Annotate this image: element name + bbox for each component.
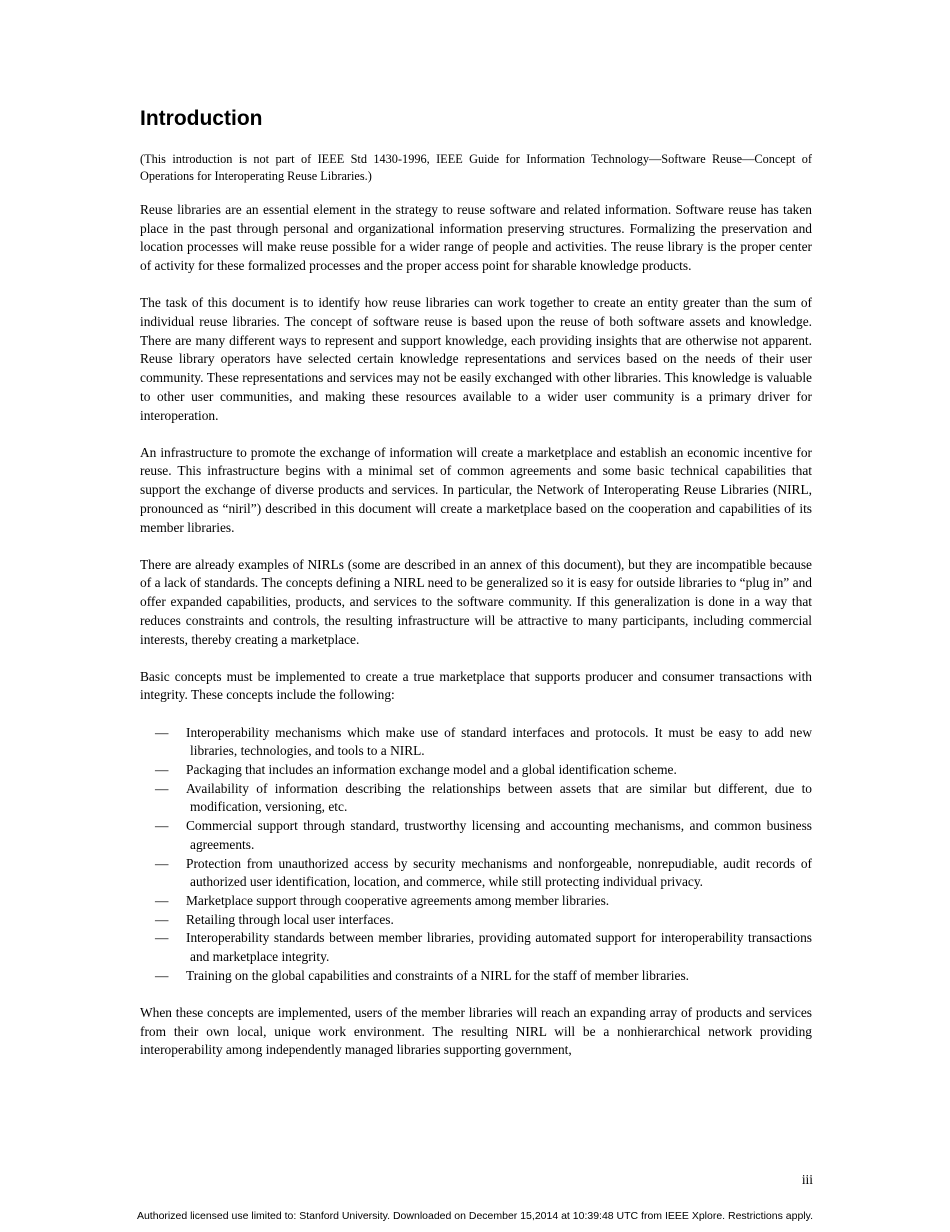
list-item [140,724,812,761]
document-page [140,104,812,1079]
list-item-text: Interoperability mechanisms which make use of standard interfaces and protocols. It must be easy to add new libraries, technologies, and tools to a NIRL. [186,724,812,759]
dash-marker: — [155,724,169,740]
dash-marker: — [155,930,169,946]
list-item-text: Availability of information describing the relationships between assets that are similar but different, due to modification, versioning, etc. [186,780,812,815]
dash-marker: — [155,893,169,908]
paragraph: Basic concepts must be implemented to create a true marketplace that supports producer and consumer transactions with integrity. These concepts include the following: [140,668,812,703]
list-item-text: Interoperability standards between member libraries, providing automated support for interoperability transactions and marketplace integrity. [186,930,812,965]
list-item [140,761,812,780]
list-item-text: Protection from unauthorized access by security mechanisms and nonforgeable, nonrepudiable, audit records of authorized user identification, location, and commerce, while still protecting individual privacy. [186,855,812,890]
concepts-list [140,724,812,986]
page-title: Introduction [140,107,263,130]
paragraph: Reuse libraries are an essential element in the strategy to reuse software and related information. Software reuse has taken place in the past through personal and organizational information preserving structures. Formalizing the preservation and location processes will make reuse possible for a wider range of people and activities. The reuse library is the proper center of activity for these formalized processes and the proper access point for sharable knowledge products. [140,202,812,274]
list-item-text: Commercial support through standard, trustworthy licensing and accounting mechanisms, and common business agreements. [186,818,812,852]
paragraph: There are already examples of NIRLs (some are described in an annex of this document), but they are incompatible because of a lack of standards. The concepts defining a NIRL need to be generalized so it is easy for outside libraries to “plug in” and offer expanded capabilities, products, and services to the software community. If this generalization is done in a way that reduces constraints and controls, the resulting infrastructure will be attractive to many participants, including commercial interests, thereby creating a marketplace. [140,556,812,647]
list-item [140,911,812,930]
introduction-note: (This introduction is not part of IEEE Std 1430-1996, IEEE Guide for Information Technology—Software Reuse—Concept of Operations for Interoperating Reuse Libraries.) [140,152,812,183]
list-item [140,780,812,817]
list-item [140,892,812,911]
list-item [140,817,812,854]
list-item-text: Marketplace support through cooperative agreements among member libraries. [186,893,610,908]
list-item-text: Training on the global capabilities and constraints of a NIRL for the staff of member libraries. [186,967,690,983]
dash-marker: — [155,967,169,983]
dash-marker: — [155,762,169,778]
license-footer: Authorized licensed use limited to: Stanford University. Downloaded on December 15,2014 at 10:39:48 UTC from IEEE Xplore. Restrictions apply. [136,1210,814,1222]
list-item [140,929,812,966]
list-item [140,967,812,986]
dash-marker: — [155,855,169,871]
paragraph: An infrastructure to promote the exchange of information will create a marketplace and establish an economic incentive for reuse. This infrastructure begins with a minimal set of common agreements and some basic technical capabilities that support the exchange of diverse products and services. In particular, the Network of Interoperating Reuse Libraries (NIRL, pronounced as “niril”) described in this document will create a marketplace based on the cooperation and capabilities of its member libraries. [140,444,812,535]
dash-marker: — [155,818,169,834]
list-item-text: Packaging that includes an information exchange model and a global identification scheme. [186,762,677,778]
paragraph: The task of this document is to identify how reuse libraries can work together to create an entity greater than the sum of individual reuse libraries. The concept of software reuse is based upon the reuse of both software assets and knowledge. There are many different ways to represent and support knowledge, each providing insights that are otherwise not apparent. Reuse library operators have selected certain knowledge representations and services based on the needs of their user community. These representations and services may not be easily exchanged with other libraries. This knowledge is valuable to other user communities, and making these resources available to a wider user community is a primary driver for interoperation. [140,295,812,423]
list-item-text: Retailing through local user interfaces. [186,911,394,927]
list-item [140,855,812,892]
page-number: iii [801,1172,813,1187]
dash-marker: — [155,780,169,796]
dash-marker: — [155,911,169,927]
closing-paragraph: When these concepts are implemented, users of the member libraries will reach an expanding array of products and services from their own local, unique work environment. The resulting NIRL will be a nonhierarchical network providing interoperability among independently managed libraries supporting government, [140,1005,812,1058]
